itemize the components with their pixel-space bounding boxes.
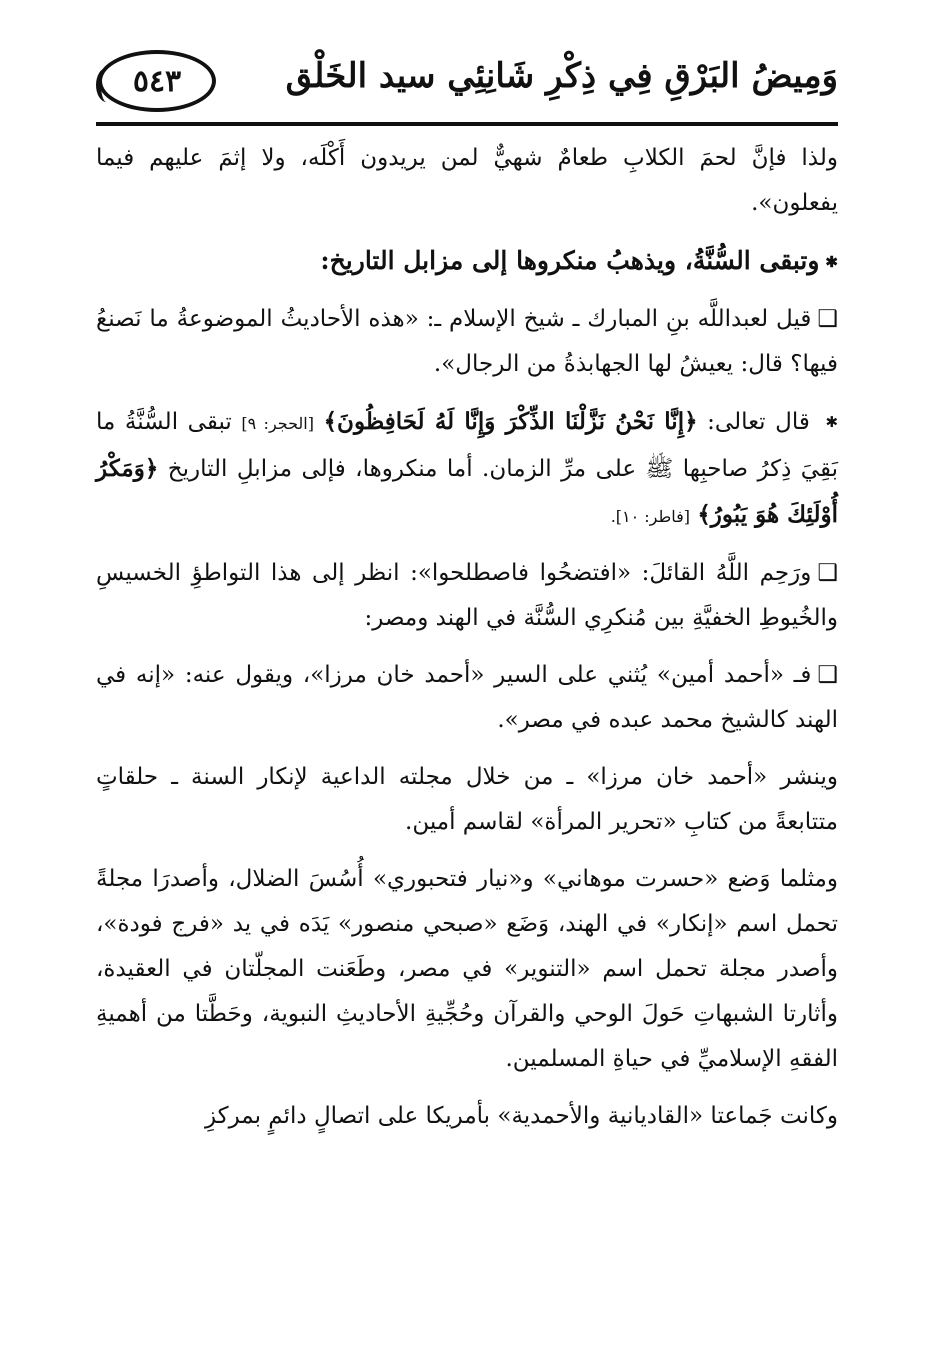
paragraph-text: وينشر «أحمد خان مرزا» ـ من خلال مجلته الداعية لإنكار السنة ـ حلقاتٍ متتابعةً من كتابِ «تحرير المرأة» لقاسم أمين. bbox=[96, 764, 838, 835]
paragraph-text: ومثلما وَضع «حسرت موهاني» و«نيار فتحبوري» أُسُسَ الضلال، وأصدرَا مجلةً تحمل اسم «إنكار» في الهند، وَضَع «صبحي منصور» يَدَه في يد «فرج فودة»، وأصدر مجلة تحمل اسم «التنوير» في مصر، وطَعَنت المجلّتان في العقيدة، وأثارتا الشبهاتِ حَولَ الوحي والقرآن وحُجِّيةِ الأحاديثِ النبوية، وحَطَّتا من أهميةِ الفقهِ الإسلاميِّ في حياةِ المسلمين. bbox=[96, 866, 838, 1072]
section-heading-text: وتبقى السُّنَّةُ، ويذهبُ منكروها إلى مزابل التاريخ: bbox=[320, 246, 820, 275]
paragraph-7 bbox=[96, 755, 838, 845]
quran-verse: ﴿وَمَكْرُ أُوْلَئِكَ هُوَ يَبُورُ﴾ bbox=[96, 455, 838, 528]
section-heading bbox=[96, 238, 838, 285]
page-number-ornament bbox=[98, 50, 216, 112]
square-bullet-icon: ❑ bbox=[817, 662, 838, 688]
paragraph-1 bbox=[96, 136, 838, 226]
square-bullet-icon: ❑ bbox=[817, 560, 838, 586]
paragraph-text: ولذا فإنَّ لحمَ الكلابِ طعامٌ شهيٌّ لمن يريدون أَكْلَه، ولا إثمَ عليهم فيما يفعلون». bbox=[96, 145, 838, 216]
paragraph-6 bbox=[96, 653, 838, 743]
paragraph-9 bbox=[96, 1094, 838, 1139]
verse-reference: [فاطر: ١٠]. bbox=[610, 507, 691, 526]
paragraph-text: قيل لعبداللَّه بنِ المبارك ـ شيخ الإسلام ـ: «هذه الأحاديثُ الموضوعةُ ما نَصنعُ فيها؟ قال: يعيشُ لها الجهابذةُ من الرجال». bbox=[96, 306, 838, 377]
paragraph-3 bbox=[96, 297, 838, 387]
running-title: وَمِيضُ البَرْقِ فِي ذِكْرِ شَانِئِي سيد الخَلْق bbox=[285, 56, 838, 96]
asterisk-bullet-icon: ✱ bbox=[825, 413, 839, 431]
page-number: ٥٤٣ bbox=[132, 63, 182, 99]
page-body bbox=[96, 136, 838, 1151]
paragraph-text: تبقى السُّنَّةُ ما بَقِيَ ذِكرُ صاحبِها ﷺ على مرِّ الزمان. أما منكروها، فإلى مزابلِ التاريخ bbox=[96, 409, 838, 482]
square-bullet-icon: ❑ bbox=[817, 306, 838, 332]
paragraph-4 bbox=[96, 399, 838, 539]
verse-reference: [الحجر: ٩] bbox=[241, 414, 314, 433]
paragraph-8 bbox=[96, 857, 838, 1082]
verse-intro: قال تعالى: bbox=[707, 409, 810, 435]
quran-verse: ﴿إِنَّا نَحْنُ نَزَّلْنَا الذِّكْرَ وَإِنَّا لَهُ لَحَافِظُونَ﴾ bbox=[323, 408, 698, 435]
paragraph-text: فـ «أحمد أمين» يُثني على السير «أحمد خان مرزا»، ويقول عنه: «إنه في الهند كالشيخ محمد عبده في مصر». bbox=[96, 662, 838, 733]
paragraph-text: وكانت جَماعتا «القاديانية والأحمدية» بأمريكا على اتصالٍ دائمٍ بمركزِ bbox=[204, 1103, 838, 1129]
paragraph-text: ورَحِم اللَّهُ القائلَ: «افتضحُوا فاصطلحوا»: انظر إلى هذا التواطؤِ الخسيسِ والخُيوطِ الخفيَّةِ بين مُنكرِي السُّنَّة في الهند ومصر: bbox=[96, 560, 838, 631]
paragraph-5 bbox=[96, 551, 838, 641]
asterisk-bullet-icon: ✱ bbox=[825, 253, 838, 271]
header-rule bbox=[96, 122, 838, 126]
page-header bbox=[96, 48, 838, 124]
